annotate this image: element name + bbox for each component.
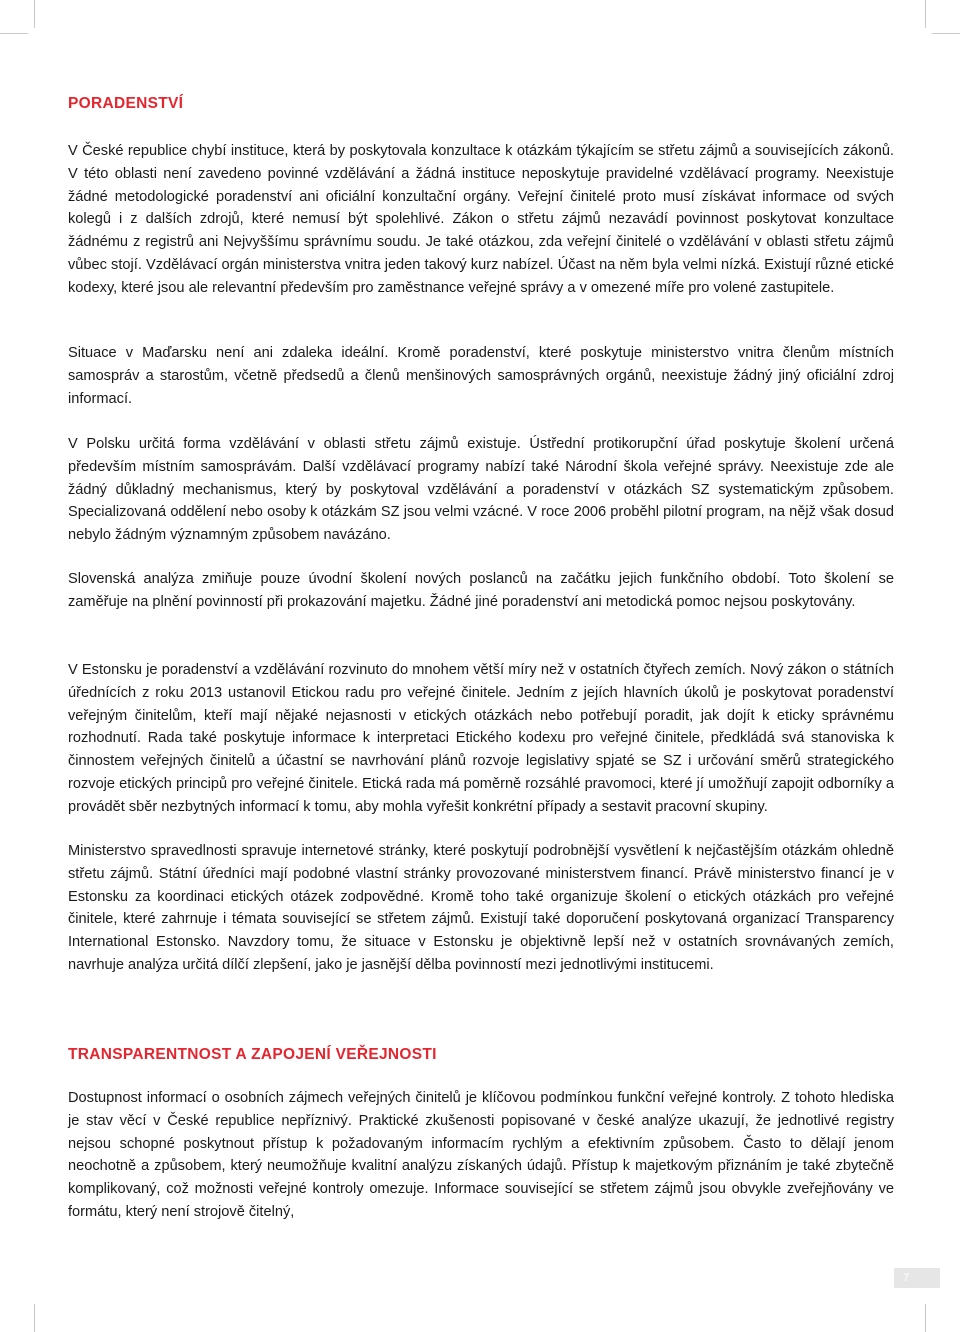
paragraph-transparency: Dostupnost informací o osobních zájmech veřejných činitelů je klíčovou podmínkou funkční veřejné kontroly. Z tohoto hlediska je stav věcí v České republice nepříznivý. Praktické zkušenosti popisované v české analýze ukazují, že jednotlivé registry nejsou schopné poskytnout přístup k požadovaným informacím rychlým a efektivním způsobem. Často to dělají jenom neochotně a způsobem, který neumožňuje kvalitní analýzu získaných údajů. Přístup k majetkovým přiznáním je také zbytečně komplikovaný, což možnosti veřejné kontroly omezuje. Informace související se střetem zájmů jsou obvykle zveřejňovány ve formátu, který není strojově čitelný,: [68, 1090, 894, 1220]
section-title-poradenstvi: PORADENSTVÍ: [68, 95, 184, 112]
crop-mark-top-right-h: [932, 33, 960, 34]
crop-mark-bottom-left-v: [34, 1304, 35, 1332]
crop-mark-top-right-v: [925, 0, 926, 28]
paragraph-poland: V Polsku určitá forma vzdělávání v oblasti střetu zájmů existuje. Ústřední protikorupční úřad poskytuje školení určená především místním samosprávám. Další vzdělávací programy nabízí také Národní škola veřejné správy. Neexistuje zde ale žádný důkladný mechanismus, který by poskytoval vzdělávání a poradenství v otázkách SZ systematickým způsobem. Specializovaná oddělení nebo osoby k otázkám SZ jsou velmi vzácné. V roce 2006 proběhl pilotní program, na nějž však dosud nebylo žádným významným způsobem navázáno.: [68, 436, 894, 544]
page-number: 7: [894, 1268, 940, 1288]
paragraph-estonia-ministry: Ministerstvo spravedlnosti spravuje internetové stránky, které poskytují podrobnější vysvětlení k nejčastějším otázkám ohledně střetu zájmů. Státní úředníci mají podobné vlastní stránky provozované ministerstvem financí. Právě ministerstvo financí je v Estonsku za koordinaci etických otázek zodpovědné. Kromě toho také organizuje školení o etických otázkách pro veřejné činitele, které zahrnuje i témata související se střetem zájmů. Existují také doporučení poskytovaná organizací Transparency International Estonsko. Navzdory tomu, že situace v Estonsku je objektivně lepší než v ostatních srovnávaných zemích, navrhuje analýza určitá dílčí zlepšení, jako je jasnější dělba povinností mezi jednotlivými institucemi.: [68, 843, 894, 973]
crop-mark-top-left-v: [34, 0, 35, 28]
paragraph-slovakia: Slovenská analýza zmiňuje pouze úvodní školení nových poslanců na začátku jejich funkčního období. Toto školení se zaměřuje na plnění povinností při prokazování majetku. Žádné jiné poradenství ani metodická pomoc nejsou poskytovány.: [68, 571, 894, 610]
crop-mark-bottom-right-v: [925, 1304, 926, 1332]
paragraph-hungary: Situace v Maďarsku není ani zdaleka ideální. Kromě poradenství, které poskytuje ministerstvo vnitra členům místních samospráv a starostům, včetně předsedů a členů menšinových samosprávných orgánů, neexistuje žádný jiný oficiální zdroj informací.: [68, 345, 894, 407]
crop-mark-top-left-h: [0, 33, 28, 34]
paragraph-estonia: V Estonsku je poradenství a vzdělávání rozvinuto do mnohem větší míry než v ostatních čtyřech zemích. Nový zákon o státních úřednících z roku 2013 ustanovil Etickou radu pro veřejné činitele. Jedním z jejích hlavních úkolů je poskytovat poradenství veřejným činitelům, kteří mají nějaké nejasnosti v etických otázkách nebo potřebují poradit, jak dojít k eticky správnému rozhodnutí. Rada také poskytuje informace k interpretaci Etického kodexu pro veřejné činitele, předkládá svá stanoviska k činnostem veřejných činitelů a účastní se navrhování plánů rozvoje legislativy spjaté se SZ i určování směrů strategického rozvoje etických principů pro veřejné činitele. Etická rada má poměrně rozsáhlé pravomoci, které jí umožňují zapojit odborníky a provádět sběr nezbytných informací k tomu, aby mohla vyřešit konkrétní případy a sestavit pracovní skupiny.: [68, 662, 894, 815]
paragraph-czech: V České republice chybí instituce, která by poskytovala konzultace k otázkám týkajícím se střetu zájmů a souvisejících zákonů. V této oblasti není zavedeno povinné vzdělávání a žádná instituce neposkytuje pravidelné vzdělávací programy. Neexistuje žádné metodologické poradenství ani oficiální konzultační orgány. Veřejní činitelé proto musí získávat informace od svých kolegů i z dalších zdrojů, které nemusí být spolehlivé. Zákon o střetu zájmů nezavádí povinnost poskytovat konzultace žádnému z registrů ani Nejvyššímu správnímu soudu. Je také otázkou, zda veřejní činitelé o vzdělávání v oblasti střetu zájmů vůbec stojí. Vzdělávací orgán ministerstva vnitra jeden takový kurz nabízel. Účast na něm byla velmi nízká. Existují různé etické kodexy, které jsou ale relevantní především pro zaměstnance veřejné správy a v omezené míře pro volené zastupitele.: [68, 143, 894, 296]
section-title-transparentnost: TRANSPARENTNOST A ZAPOJENÍ VEŘEJNOSTI: [68, 1046, 437, 1063]
